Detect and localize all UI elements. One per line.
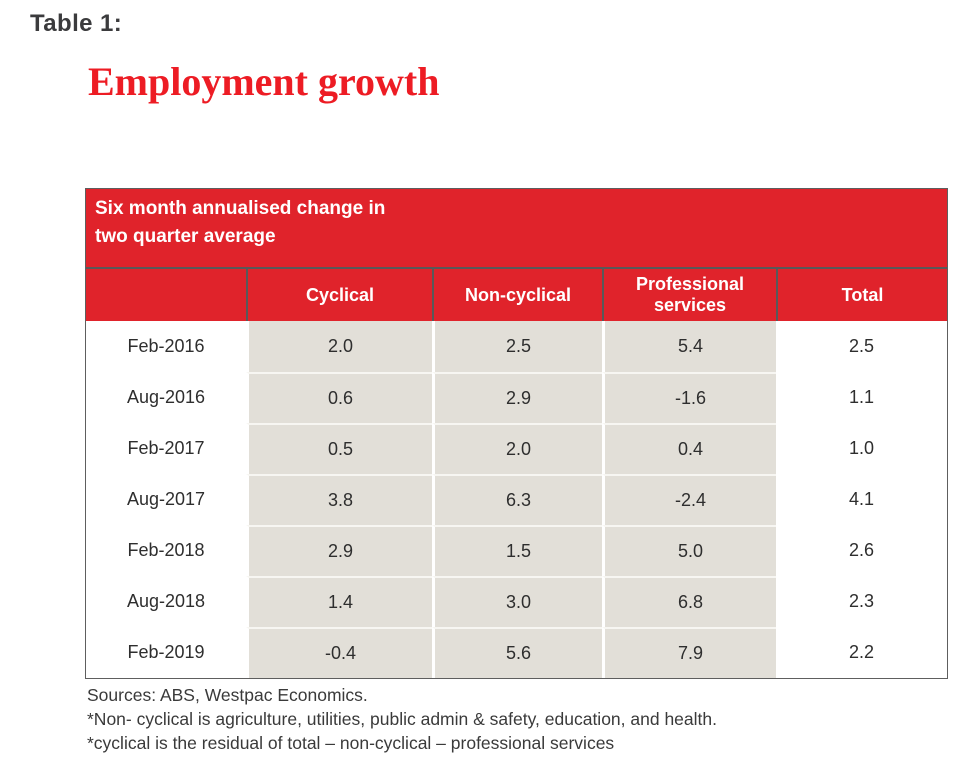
- column-header-blank: [86, 269, 246, 321]
- period-cell: Feb-2016: [86, 321, 246, 372]
- period-cell: Feb-2019: [86, 627, 246, 678]
- value-cell: 5.4: [602, 321, 776, 372]
- footnote-line: *cyclical is the residual of total – non-cyclical – professional services: [87, 733, 615, 753]
- table-caption: [86, 189, 947, 269]
- period-cell: Feb-2018: [86, 525, 246, 576]
- value-cell: 1.4: [246, 576, 432, 627]
- total-cell: 2.6: [776, 525, 947, 576]
- footnotes: [87, 683, 717, 755]
- table-row: [86, 321, 947, 372]
- total-cell: 4.1: [776, 474, 947, 525]
- footnote-line: Sources: ABS, Westpac Economics.: [87, 685, 368, 705]
- table-body: [86, 321, 947, 678]
- value-cell: 2.9: [432, 372, 602, 423]
- value-cell: -1.6: [602, 372, 776, 423]
- total-cell: 1.0: [776, 423, 947, 474]
- column-header-professional-services: Professional services: [602, 269, 776, 321]
- table-row: [86, 627, 947, 678]
- value-cell: 1.5: [432, 525, 602, 576]
- column-header-total: Total: [776, 269, 947, 321]
- value-cell: 2.5: [432, 321, 602, 372]
- total-cell: 2.5: [776, 321, 947, 372]
- table-row: [86, 474, 947, 525]
- value-cell: 2.0: [432, 423, 602, 474]
- value-cell: 2.9: [246, 525, 432, 576]
- page-title: Employment growth: [88, 59, 440, 104]
- value-cell: 3.8: [246, 474, 432, 525]
- table-row: [86, 423, 947, 474]
- value-cell: 7.9: [602, 627, 776, 678]
- period-cell: Aug-2018: [86, 576, 246, 627]
- column-header-row: [86, 269, 947, 321]
- total-cell: 1.1: [776, 372, 947, 423]
- value-cell: 0.5: [246, 423, 432, 474]
- column-header-non-cyclical: Non-cyclical: [432, 269, 602, 321]
- footnote-line: *Non- cyclical is agriculture, utilities, public admin & safety, education, and health.: [87, 709, 717, 729]
- caption-line-2: two quarter average: [95, 226, 276, 247]
- table-number-label: Table 1:: [30, 10, 123, 37]
- data-table: [85, 188, 948, 679]
- value-cell: 6.3: [432, 474, 602, 525]
- total-cell: 2.3: [776, 576, 947, 627]
- table-row: [86, 372, 947, 423]
- value-cell: 0.6: [246, 372, 432, 423]
- value-cell: 2.0: [246, 321, 432, 372]
- period-cell: Aug-2016: [86, 372, 246, 423]
- employment-growth-table: [85, 188, 946, 679]
- total-cell: 2.2: [776, 627, 947, 678]
- value-cell: 3.0: [432, 576, 602, 627]
- caption-line-1: Six month annualised change in: [95, 198, 386, 219]
- value-cell: 6.8: [602, 576, 776, 627]
- period-cell: Aug-2017: [86, 474, 246, 525]
- period-cell: Feb-2017: [86, 423, 246, 474]
- column-header-cyclical: Cyclical: [246, 269, 432, 321]
- value-cell: 0.4: [602, 423, 776, 474]
- value-cell: -2.4: [602, 474, 776, 525]
- table-row: [86, 576, 947, 627]
- value-cell: 5.0: [602, 525, 776, 576]
- value-cell: -0.4: [246, 627, 432, 678]
- caption-row: [86, 189, 947, 269]
- value-cell: 5.6: [432, 627, 602, 678]
- table-row: [86, 525, 947, 576]
